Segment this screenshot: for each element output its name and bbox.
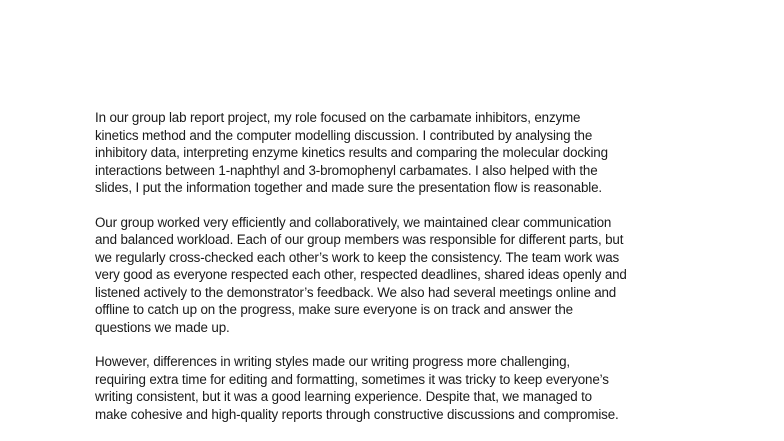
text-line: interactions between 1-naphthyl and 3-bromophenyl carbamates. I also helped with the	[95, 162, 598, 178]
text-line: make cohesive and high-quality reports through constructive discussions and compromise.	[95, 406, 619, 422]
text-line: slides, I put the information together and made sure the presentation flow is reasonable.	[95, 180, 602, 195]
text-line: requiring extra time for editing and formatting, sometimes it was tricky to keep everyone’s	[95, 371, 609, 387]
paragraph-teamwork	[95, 214, 705, 337]
text-line: and balanced workload. Each of our group members was responsible for different parts, but	[95, 232, 624, 247]
text-line: kinetics method and the computer modelling discussion. I contributed by analysing the	[95, 127, 593, 143]
text-line: questions we made up.	[95, 319, 230, 335]
text-line: However, differences in writing styles made our writing progress more challenging,	[95, 354, 570, 369]
paragraph-challenges	[95, 353, 705, 423]
document-body	[95, 109, 705, 440]
text-line: inhibitory data, interpreting enzyme kinetics results and comparing the molecular docking	[95, 145, 608, 160]
text-line: Our group worked very efficiently and collaboratively, we maintained clear communication	[95, 214, 612, 230]
text-line: we regularly cross-checked each other’s work to keep the consistency. The team work was	[95, 249, 620, 265]
text-line: In our group lab report project, my role focused on the carbamate inhibitors, enzyme	[95, 110, 581, 125]
text-line: listened actively to the demonstrator’s feedback. We also had several meetings online and	[95, 284, 617, 300]
text-line: very good as everyone respected each other, respected deadlines, shared ideas openly and	[95, 267, 627, 282]
text-line: writing consistent, but it was a good learning experience. Despite that, we managed to	[95, 389, 592, 404]
text-line: offline to catch up on the progress, make sure everyone is on track and answer the	[95, 302, 573, 317]
paragraph-role	[95, 109, 705, 197]
